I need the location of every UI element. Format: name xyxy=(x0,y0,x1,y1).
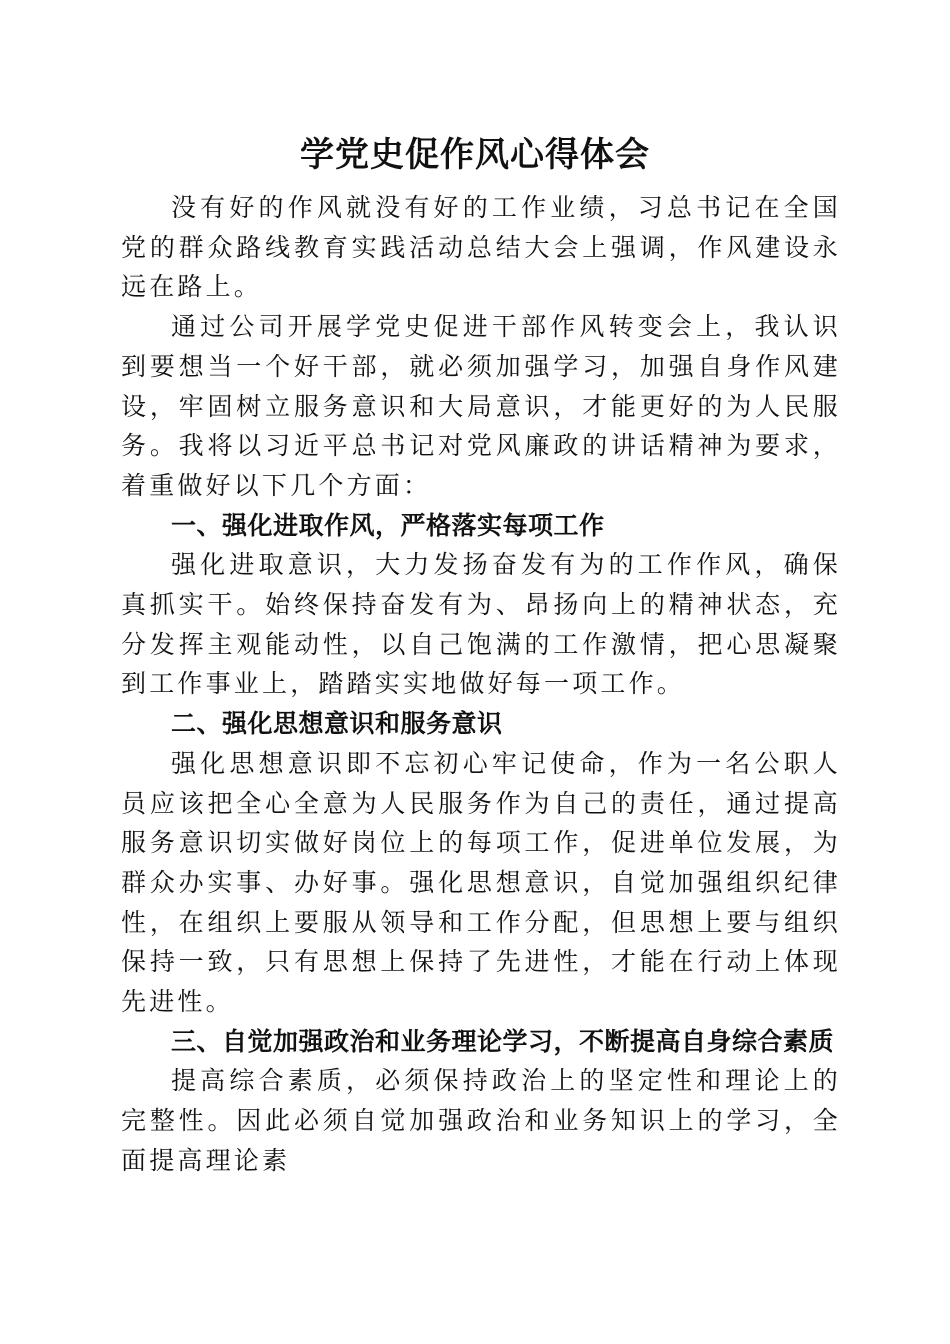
section-heading-2: 二、强化思想意识和服务意识 xyxy=(171,709,503,739)
paragraph-section-2: 强化思想意识即不忘初心牢记使命，作为一名公职人员应该把全心全意为人民服务作为自己的责任，通过提高服务意识切实做好岗位上的每项工作，促进单位发展，为群众办实事、办好事。强化思想意识，自觉加强组织纪律性，在组织上要服从领导和工作分配，但思想上要与组织保持一致，只有思想上保持了先进性，才能在行动上体现先进性。 xyxy=(121,748,841,1017)
document-body xyxy=(121,188,841,1181)
paragraph-commitment: 通过公司开展学党史促进干部作风转变会上，我认识到要想当一个好干部，就必须加强学习，加强自身作风建设，牢固树立服务意识和大局意识，才能更好的为人民服务。我将以习近平总书记对党风廉政的讲话精神为要求，着重做好以下几个方面： xyxy=(121,312,841,500)
paragraph-section-3: 提高综合素质，必须保持政治上的坚定性和理论上的完整性。因此必须自觉加强政治和业务知识上的学习，全面提高理论素 xyxy=(121,1066,841,1175)
paragraph-intro: 没有好的作风就没有好的工作业绩，习总书记在全国党的群众路线教育实践活动总结大会上强调，作风建设永远在路上。 xyxy=(121,193,841,302)
section-heading-3: 三、自觉加强政治和业务理论学习，不断提高自身综合素质 xyxy=(171,1026,835,1056)
document-title: 学党史促作风心得体会 xyxy=(300,135,650,175)
section-heading-1: 一、强化进取作风，严格落实每项工作 xyxy=(171,510,605,540)
paragraph-section-1: 强化进取意识，大力发扬奋发有为的工作作风，确保真抓实干。始终保持奋发有为、昂扬向上的精神状态，充分发挥主观能动性，以自己饱满的工作激情，把心思凝聚到工作事业上，踏踏实实地做好每一项工作。 xyxy=(121,550,841,699)
